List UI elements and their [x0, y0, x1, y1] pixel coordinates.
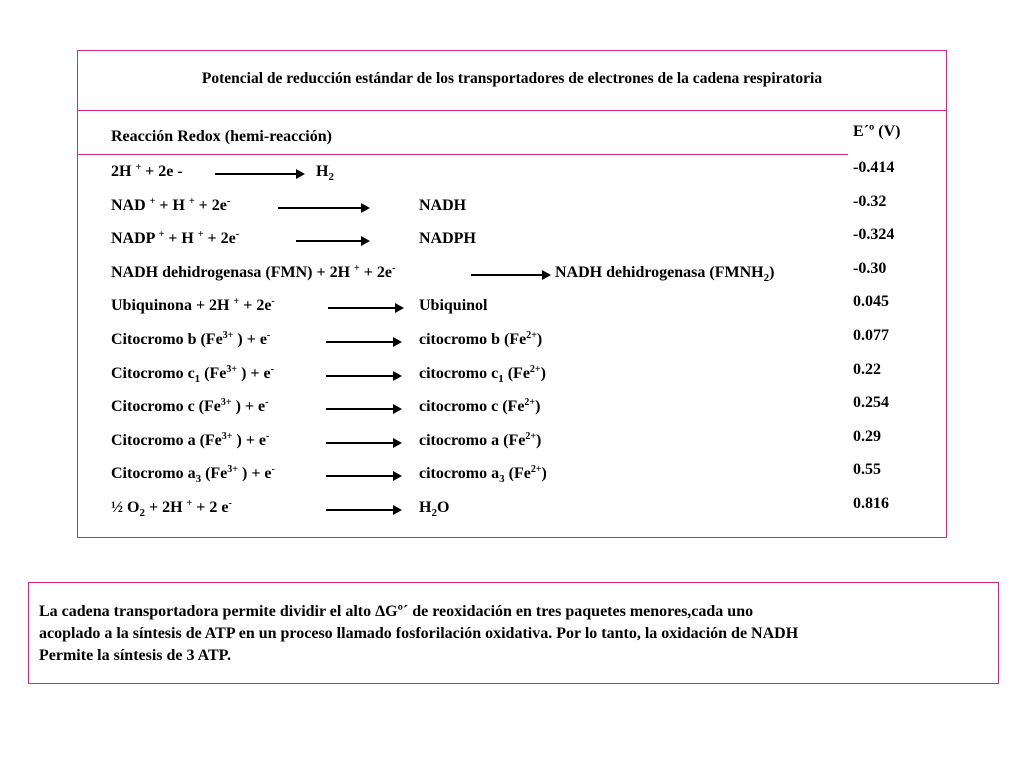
reaction-reactant: ½ $O_2 + 2H$ + + 2 e-	[111, 498, 232, 519]
reaction-reactant: 2H + + 2e -	[111, 162, 183, 180]
reaction-reactant: Citocromo a ($Fe^{3+}$ ) + e-	[111, 430, 270, 449]
note-text	[39, 601, 994, 667]
reduction-potential-value: 0.22	[853, 360, 881, 378]
reaction-product: NADH dehidrogenasa $(FMNH_2)$	[555, 263, 775, 284]
reaction-arrow-icon	[326, 442, 400, 444]
reaction-arrow-icon	[328, 307, 402, 309]
title-divider	[78, 110, 946, 111]
table-title: Potencial de reducción estándar de los transportadores de electrones de la cadena respiratoria	[201, 70, 823, 87]
reaction-product: NADH	[419, 196, 467, 214]
reduction-potential-value: 0.045	[853, 293, 889, 311]
reduction-potential-value: -0.324	[853, 226, 895, 244]
reaction-product: Ubiquinol	[419, 297, 488, 315]
reaction-product: citocromo a $(Fe^{2+})$	[419, 430, 542, 449]
note-line-2: acoplado a la síntesis de ATP en un proceso llamado fosforilación oxidativa. Por lo tanto, la oxidación de NADH	[39, 625, 799, 642]
reaction-reactant: Ubiquinona + 2H + + 2e-	[111, 296, 275, 315]
reaction-reactant: Citocromo b ($Fe^{3+}$ ) + e-	[111, 330, 271, 348]
note-line-3: Permite la síntesis de 3 ATP.	[39, 647, 231, 664]
reaction-product: citocromo c $(Fe^{2+})$	[419, 397, 541, 416]
reaction-arrow-icon	[471, 274, 549, 276]
redox-potential-table	[77, 50, 947, 538]
reduction-potential-value: -0.30	[853, 259, 887, 277]
reaction-arrow-icon	[326, 341, 400, 343]
reaction-product: citocromo b $(Fe^{2+})$	[419, 330, 543, 348]
reaction-arrow-icon	[326, 408, 400, 410]
reaction-arrow-icon	[326, 509, 400, 511]
reaction-arrow-icon	[326, 475, 400, 477]
reduction-potential-value: -0.414	[853, 159, 895, 176]
reaction-product: $H_2$	[316, 163, 334, 183]
note-box	[28, 582, 999, 684]
reduction-potential-value: -0.32	[853, 192, 887, 210]
reduction-potential-value: 0.29	[853, 427, 881, 445]
reaction-reactant: Citocromo $a_3$ ($Fe^{3+}$ ) + e-	[111, 464, 275, 486]
note-line-1: La cadena transportadora permite dividir el alto ΔGº´ de reoxidación en tres paquetes menores,cada uno	[39, 603, 754, 620]
reaction-reactant: NADH dehidrogenasa (FMN) + 2H + + 2e-	[111, 262, 396, 281]
reduction-potential-value: 0.077	[853, 327, 889, 344]
reaction-arrow-icon	[326, 375, 400, 377]
reaction-reactant: Citocromo c ($Fe^{3+}$ ) + e-	[111, 397, 269, 416]
reaction-reactant: NAD + + H + + 2e-	[111, 195, 231, 214]
reduction-potential-value: 0.816	[853, 495, 889, 512]
reaction-arrow-icon	[215, 173, 303, 175]
reaction-product: citocromo $c_1$ $(Fe^{2+})$	[419, 363, 546, 385]
reaction-product: NADPH	[419, 230, 476, 248]
reaction-reactant: Citocromo $c_1$ ($Fe^{3+}$ ) + e-	[111, 363, 274, 385]
reduction-potential-value: 0.55	[853, 461, 881, 479]
header-reaction: Reacción Redox (hemi-reacción)	[111, 128, 332, 145]
header-divider	[78, 154, 848, 155]
reaction-arrow-icon	[296, 240, 368, 242]
reduction-potential-value: 0.254	[853, 394, 889, 412]
reaction-reactant: NADP + + H + + 2e-	[111, 229, 240, 248]
reaction-arrow-icon	[278, 207, 368, 209]
reaction-product: citocromo $a_3$ $(Fe^{2+})$	[419, 464, 547, 486]
reaction-product: $H_2O$	[419, 499, 450, 519]
header-potential: E´º (V)	[853, 123, 901, 140]
